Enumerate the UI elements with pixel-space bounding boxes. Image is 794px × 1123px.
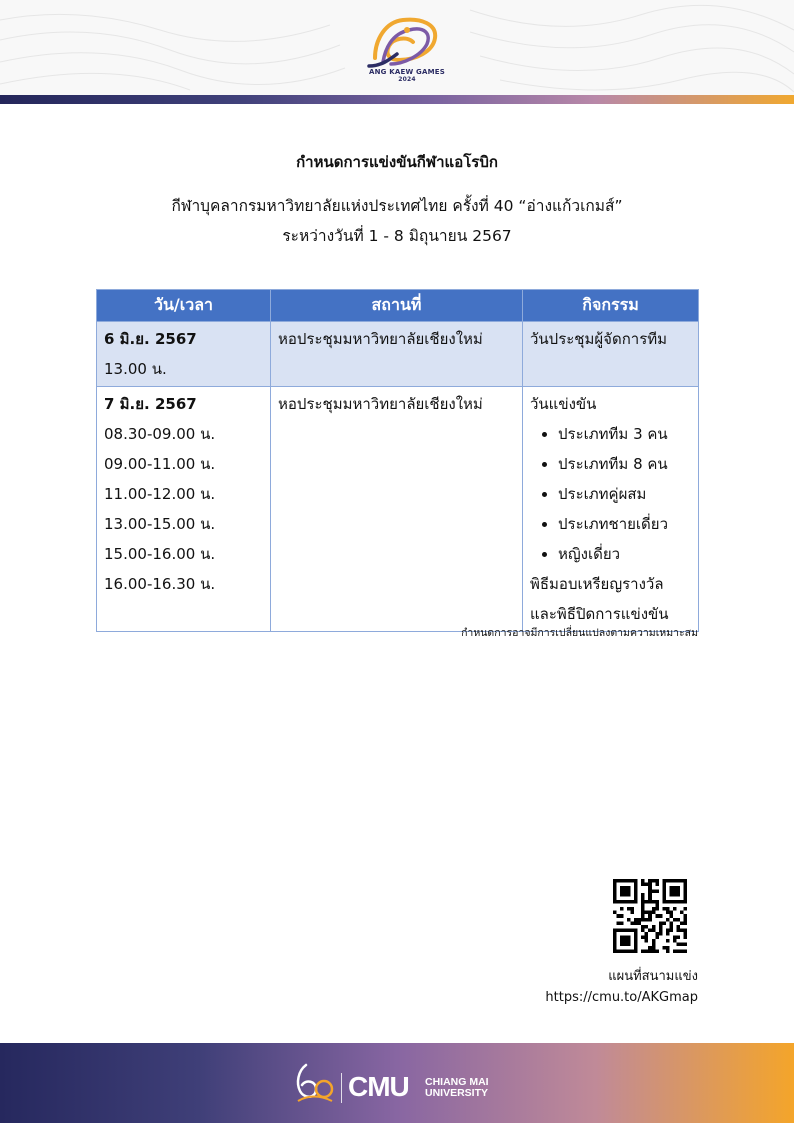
page-subtitle: กีฬาบุคลากรมหาวิทยาลัยแห่งประเทศไทย ครั้งที่ 40 “อ่างแก้วเกมส์” [171, 197, 623, 215]
table-row [97, 387, 699, 632]
map-label: แผนที่สนามแข่ง [608, 969, 698, 984]
page-footer [0, 1043, 794, 1123]
list-item: • ประเภทคู่ผสม [558, 479, 692, 509]
date-range: ระหว่างวันที่ 1 - 8 มิถุนายน 2567 [282, 227, 512, 245]
activity-ceremony: พิธีมอบเหรียญรางวัล [530, 575, 664, 593]
row-time: 09.00-11.00 น. [104, 455, 216, 473]
logo-year: 2024 [398, 76, 416, 83]
activity-closing: และพิธีปิดการแข่งขัน [530, 605, 669, 623]
page-header [0, 0, 794, 104]
venue-cell: หอประชุมมหาวิทยาลัยเชียงใหม่ [271, 322, 523, 387]
list-item: • ประเภททีม 3 คน [558, 419, 692, 449]
university-name [425, 1077, 489, 1099]
column-header-datetime: วัน/เวลา [97, 290, 271, 322]
university-name-line1: CHIANG MAI [425, 1076, 489, 1088]
venue-cell: หอประชุมมหาวิทยาลัยเชียงใหม่ [271, 387, 523, 632]
row-time: 13.00 น. [104, 360, 167, 378]
map-link[interactable]: https://cmu.to/AKGmap [545, 990, 698, 1005]
activity-cell: วันประชุมผู้จัดการทีม [523, 322, 699, 387]
university-name-line2: UNIVERSITY [425, 1087, 489, 1099]
row-time: 11.00-12.00 น. [104, 485, 216, 503]
list-item: • ประเภทชายเดี่ยว [558, 509, 692, 539]
footer-divider [341, 1073, 342, 1103]
header-gradient-band [0, 95, 794, 104]
activity-cell [523, 387, 699, 632]
logo-text: ANG KAEW GAMES [369, 68, 445, 76]
column-header-activity: กิจกรรม [523, 290, 699, 322]
datetime-cell [97, 387, 271, 632]
cmu-wordmark: CMU [348, 1071, 409, 1102]
row-date: 7 มิ.ย. 2567 [104, 395, 197, 413]
logo-wordmark [362, 68, 452, 84]
cmu-60-emblem [292, 1061, 336, 1105]
activity-list [530, 419, 692, 569]
list-item: • ประเภททีม 8 คน [558, 449, 692, 479]
datetime-cell [97, 322, 271, 387]
row-time: 13.00-15.00 น. [104, 515, 216, 533]
schedule-note: กำหนดการอาจมีการเปลี่ยนแปลงตามความเหมาะสม [461, 627, 698, 639]
activity-title: วันแข่งขัน [530, 395, 597, 413]
table-row [97, 322, 699, 387]
row-date: 6 มิ.ย. 2567 [104, 330, 197, 348]
qr-code[interactable] [613, 879, 687, 953]
column-header-venue: สถานที่ [271, 290, 523, 322]
schedule-table [96, 289, 699, 632]
row-time: 16.00-16.30 น. [104, 575, 216, 593]
list-item: • หญิงเดี่ยว [558, 539, 692, 569]
page-title: กำหนดการแข่งขันกีฬาแอโรบิก [296, 153, 498, 171]
table-header-row [97, 290, 699, 322]
row-time: 15.00-16.00 น. [104, 545, 216, 563]
row-time: 08.30-09.00 น. [104, 425, 216, 443]
